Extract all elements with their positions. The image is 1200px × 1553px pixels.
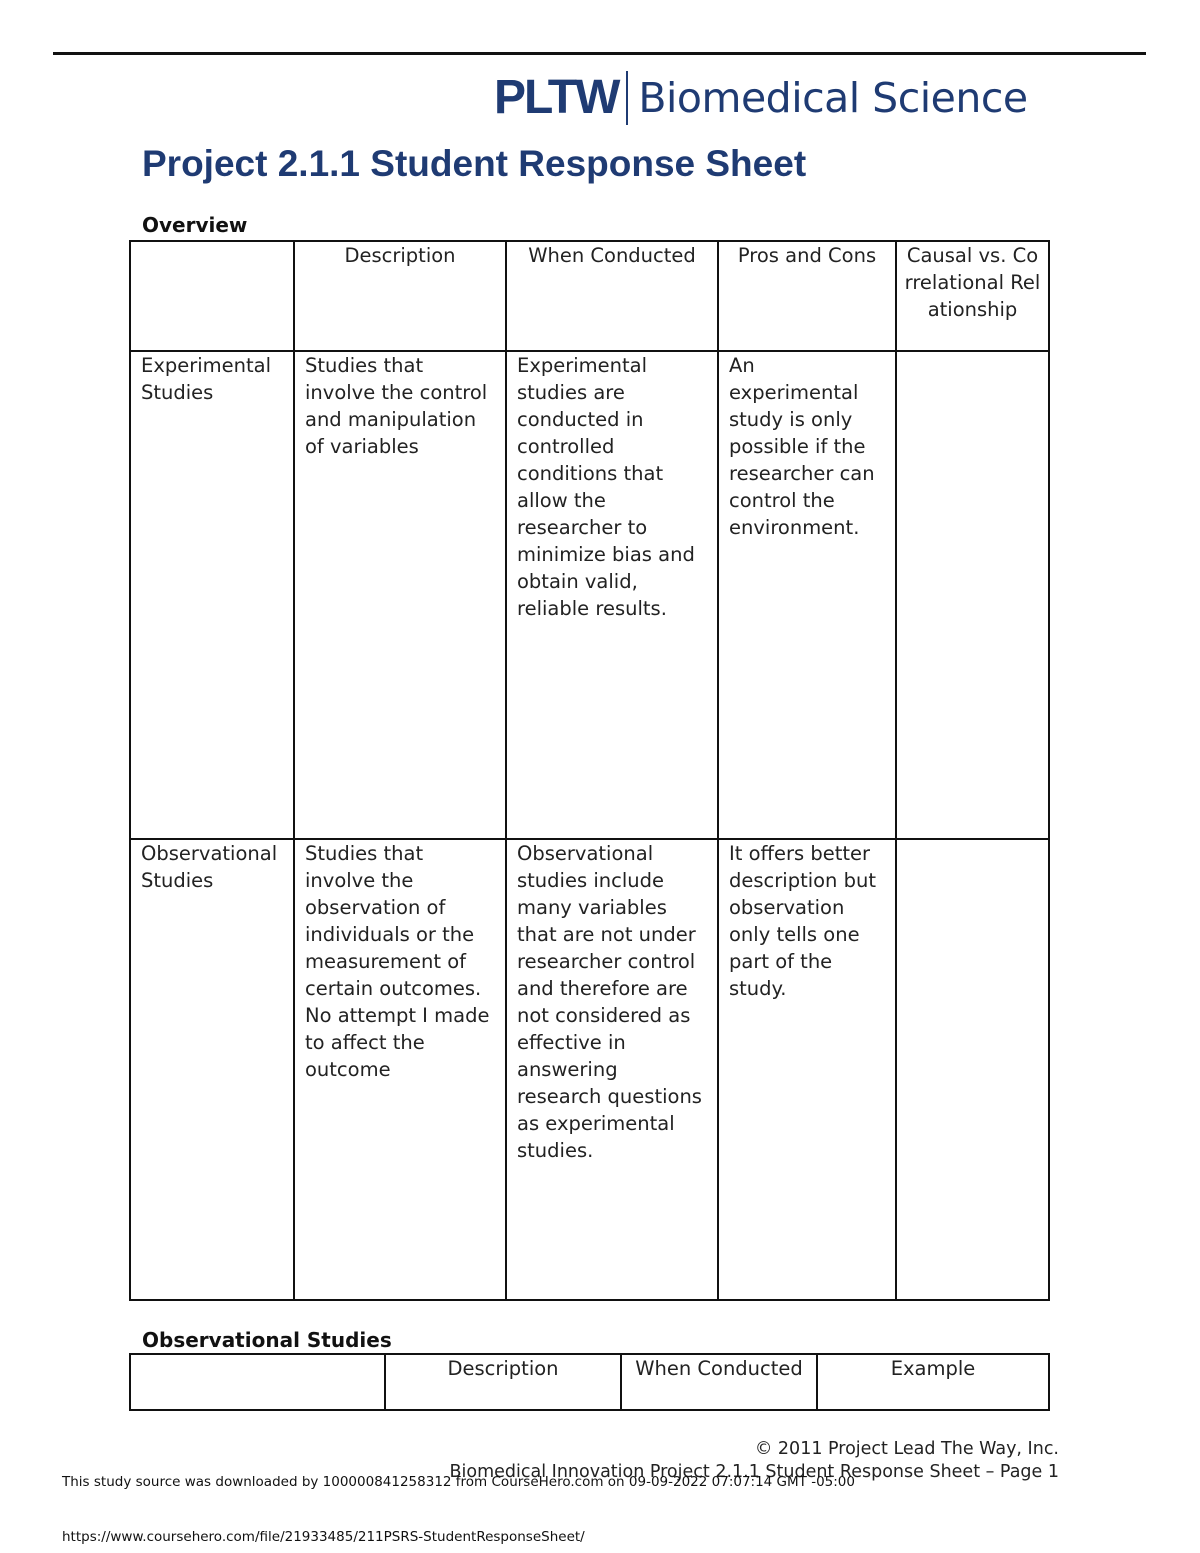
table-row-observational — [130, 839, 1049, 1300]
logo-program: Biomedical Science — [638, 74, 1028, 122]
download-source-note: This study source was downloaded by 100000841258312 from CourseHero.com on 09-09-2022 07:07:14 GMT -05:00 — [62, 1474, 855, 1490]
footer-page-label: Biomedical Innovation Project 2.1.1 Student Response Sheet – Page 1 — [449, 1462, 1059, 1482]
obs-column-header-description: Description — [385, 1354, 621, 1410]
page-title: Project 2.1.1 Student Response Sheet — [142, 143, 807, 184]
column-header-description: Description — [294, 241, 506, 351]
observational-corner-cell[interactable] — [130, 1354, 385, 1410]
footer-copyright: © 2011 Project Lead The Way, Inc. — [754, 1439, 1059, 1459]
overview-header-row — [130, 241, 1049, 351]
pltw-logo — [494, 68, 1028, 128]
source-url-link[interactable]: https://www.coursehero.com/file/21933485/211PSRS-StudentResponseSheet/ — [62, 1529, 585, 1545]
obs-column-header-when-conducted: When Conducted — [621, 1354, 817, 1410]
overview-heading: Overview — [142, 213, 248, 237]
overview-table — [129, 240, 1050, 1301]
cell-observational-pros-cons[interactable]: It offers better description but observation only tells one part of the study. — [718, 839, 896, 1300]
column-header-causal: Causal vs. Correlational Relationship — [896, 241, 1049, 351]
header-rule — [53, 52, 1146, 55]
row-label-experimental: Experimental Studies — [130, 351, 294, 839]
observational-table — [129, 1353, 1050, 1411]
column-header-when-conducted: When Conducted — [506, 241, 718, 351]
column-header-pros-cons: Pros and Cons — [718, 241, 896, 351]
observational-heading: Observational Studies — [142, 1328, 392, 1352]
logo-divider — [626, 71, 628, 125]
logo-mark: PLTW — [494, 71, 619, 124]
overview-corner-cell[interactable] — [130, 241, 294, 351]
cell-experimental-when-conducted[interactable]: Experimental studies are conducted in controlled conditions that allow the researcher to minimize bias and obtain valid, reliable results. — [506, 351, 718, 839]
row-label-observational: Observational Studies — [130, 839, 294, 1300]
cell-experimental-pros-cons[interactable]: An experimental study is only possible if the researcher can control the environment. — [718, 351, 896, 839]
observational-header-row — [130, 1354, 1049, 1410]
table-row-experimental — [130, 351, 1049, 839]
cell-observational-description[interactable]: Studies that involve the observation of individuals or the measurement of certain outcomes. No attempt I made to affect the outcome — [294, 839, 506, 1300]
cell-observational-when-conducted[interactable]: Observational studies include many variables that are not under researcher control and therefore are not considered as effective in answering research questions as experimental studies. — [506, 839, 718, 1300]
obs-column-header-example: Example — [817, 1354, 1049, 1410]
cell-experimental-description[interactable]: Studies that involve the control and manipulation of variables — [294, 351, 506, 839]
cell-observational-causal[interactable] — [896, 839, 1049, 1300]
cell-experimental-causal[interactable] — [896, 351, 1049, 839]
